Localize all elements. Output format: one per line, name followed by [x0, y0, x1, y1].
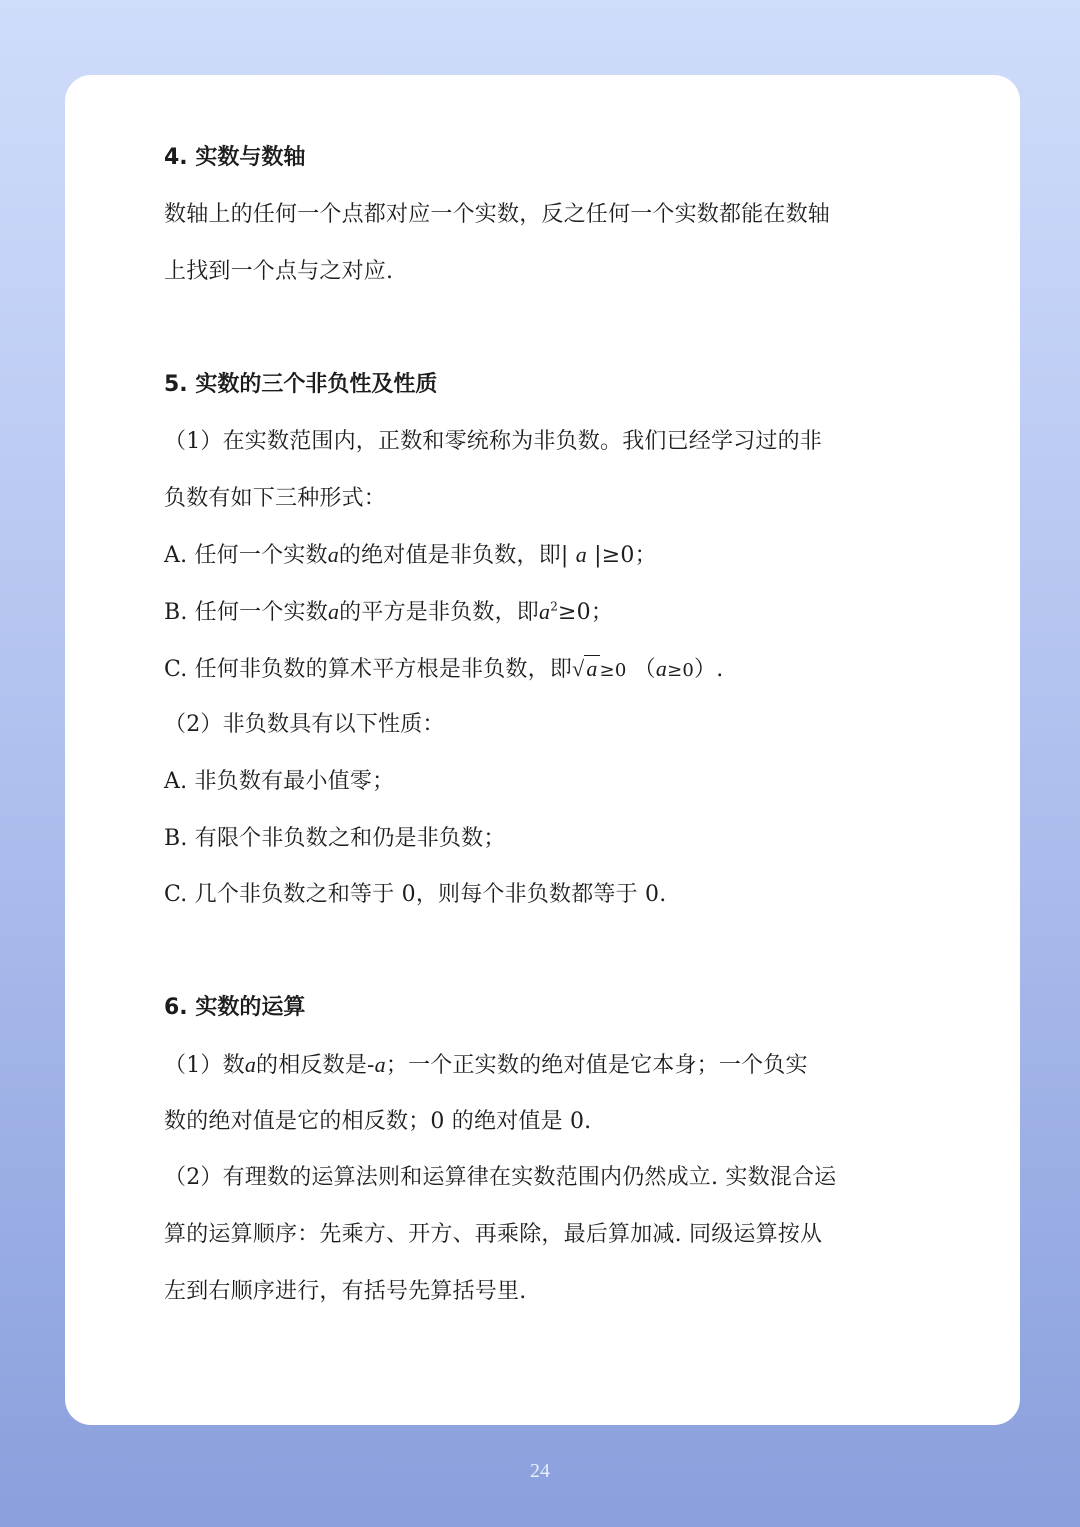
- s6-p1-prefix: （1）数: [164, 1053, 245, 1078]
- section-6-p2-line-3: 左到右顺序进行，有括号先算括号里.: [164, 1279, 527, 1304]
- content-card: [65, 75, 1020, 1425]
- section-5-p2: （2）非负数具有以下性质：: [164, 712, 445, 737]
- item-a-var: a: [327, 542, 339, 567]
- section-5-prop-a: A. 非负数有最小值零；: [164, 769, 395, 794]
- section-6-heading: 6. 实数的运算: [164, 995, 306, 1020]
- section-5-heading: 5. 实数的三个非负性及性质: [164, 372, 438, 397]
- section-4-heading: 4. 实数与数轴: [164, 145, 306, 170]
- section-5-item-c: [164, 654, 723, 686]
- section-5-item-b: [164, 597, 613, 628]
- page-number: 24: [530, 1460, 550, 1482]
- section-6-p2-line-1: （2）有理数的运算法则和运算律在实数范围内仍然成立. 实数混合运: [164, 1165, 837, 1190]
- item-c-cond-var: a: [655, 656, 668, 681]
- section-4-line-2: 上找到一个点与之对应.: [164, 259, 394, 284]
- sqrt-radicand: a: [586, 656, 598, 681]
- s6-p1-var2: a: [374, 1052, 386, 1077]
- item-a-suffix: ≥0；: [601, 543, 657, 568]
- section-6-p1-line-1: [164, 1050, 808, 1081]
- section-6-p2-line-2: 算的运算顺序：先乘方、开方、再乘除，最后算加减. 同级运算按从: [164, 1222, 823, 1247]
- item-a-bar-left: |: [560, 543, 569, 568]
- item-a-mid: 的绝对值是非负数，即: [338, 543, 561, 568]
- item-c-geq0: ≥0: [599, 660, 627, 681]
- item-c-paren-open: （: [633, 657, 656, 682]
- section-6-p1-line-2: 数的绝对值是它的相反数；0 的绝对值是 0.: [164, 1109, 592, 1134]
- item-b-mid: 的平方是非负数，即: [339, 600, 539, 625]
- section-5-prop-c: C. 几个非负数之和等于 0，则每个非负数都等于 0.: [164, 882, 667, 907]
- section-5-p1-line-2: 负数有如下三种形式：: [164, 486, 387, 511]
- s6-p1-mid: 的相反数是: [256, 1053, 368, 1078]
- s6-p1-var: a: [244, 1052, 257, 1077]
- section-5-item-a: [164, 540, 657, 571]
- item-b-suffix: ≥0；: [558, 600, 614, 625]
- section-5-p1-line-1: （1）在实数范围内，正数和零统称为非负数。我们已经学习过的非: [164, 429, 822, 454]
- item-b-exponent: 2: [550, 599, 559, 614]
- item-a-prefix: A. 任何一个实数: [164, 543, 328, 568]
- item-b-prefix: B. 任何一个实数: [164, 600, 328, 625]
- item-b-var: a: [327, 599, 340, 624]
- section-4-line-1: 数轴上的任何一个点都对应一个实数，反之任何一个实数都能在数轴: [164, 202, 831, 227]
- s6-p1-suffix: ；一个正实数的绝对值是它本身；一个负实: [385, 1053, 808, 1078]
- s6-p1-neg: -: [367, 1053, 375, 1078]
- item-a-bar-right: |: [594, 543, 602, 568]
- item-c-cond-geq0: ≥0: [667, 660, 695, 681]
- sqrt-symbol: √: [572, 656, 585, 681]
- item-a-bar-var: a: [575, 542, 587, 567]
- item-c-paren-close: ）.: [694, 657, 724, 682]
- section-5-prop-b: B. 有限个非负数之和仍是非负数；: [164, 826, 506, 851]
- item-c-prefix: C. 任何非负数的算术平方根是非负数，即: [164, 657, 573, 682]
- item-b-var2: a: [538, 599, 551, 624]
